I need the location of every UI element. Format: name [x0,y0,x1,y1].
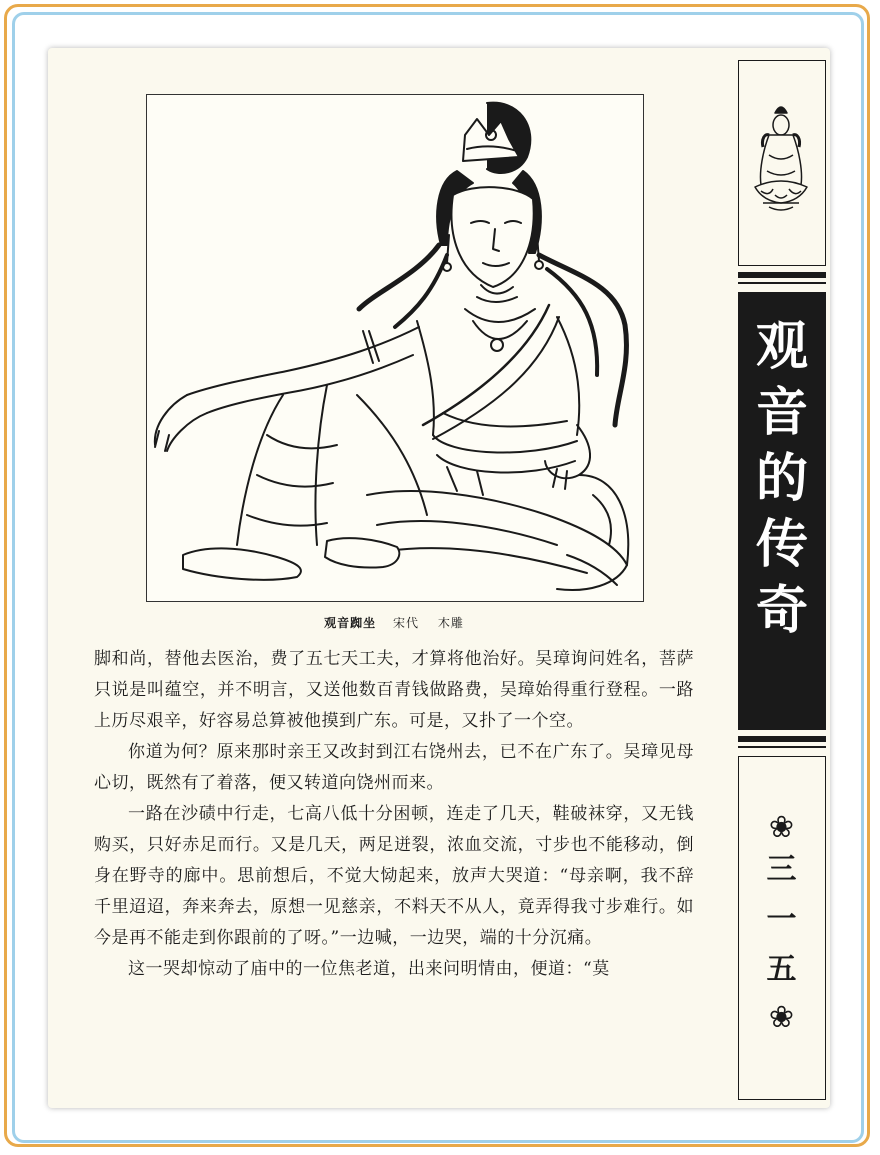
guanyin-illustration [146,94,644,602]
flower-ornament-icon: ❀ [768,1000,795,1035]
page-number [739,845,824,995]
divider-rule-top [738,272,826,278]
paragraph-3: 一路在沙碛中行走，七高八低十分困顿，连走了几天，鞋破袜穿，又无钱购买，只好赤足而行。又是几天，两足迸裂，浓血交流，寸步也不能移动，倒身在野寺的廊中。思前想后，不觉大恸起来，放声大哭道：“母亲啊，我不辞千里迢迢，奔来奔去，原想一见慈亲，不料天不从人，竟弄得我寸步难行。如今是再不能走到你跟前的了呀。”一边喊，一边哭，端的十分沉痛。 [94,804,694,948]
page-number-char: 三 [766,852,797,887]
title-char: 音 [755,382,808,443]
page-number-char: 五 [766,952,797,987]
guanyin-line-drawing [147,95,643,601]
paragraph-4: 这一哭却惊动了庙中的一位焦老道，出来问明情由，便道：“莫 [128,959,610,979]
sidebar-page-number-box [738,756,826,1100]
paragraph-1: 脚和尚，替他去医治，费了五七天工夫，才算将他治好。吴璋询问姓名，菩萨只说是叫蕴空，并不明言，又送他数百青钱做路费，吴璋始得重行登程。一路上历尽艰辛，好容易总算被他摸到广东。可是，又扑了一个空。 [94,649,694,731]
page-number-char: 一 [766,902,797,937]
seated-guanyin-icon [739,61,824,264]
figure-caption [146,614,642,631]
title-char: 观 [755,316,808,377]
divider-rule-bottom-thin [738,746,826,748]
title-char: 传 [755,514,808,575]
book-page [48,48,830,1108]
caption-title: 观音踟坐 [324,616,377,630]
divider-rule-top-thin [738,282,826,284]
flower-ornament-icon: ❀ [768,810,795,845]
caption-era: 宋代 [392,616,419,630]
sidebar-title-block [738,292,826,730]
title-char: 奇 [755,580,808,641]
sidebar-thumbnail-box [738,60,826,266]
title-char: 的 [755,448,808,509]
body-text [94,644,694,985]
divider-rule-bottom [738,736,826,742]
caption-medium: 木雕 [437,616,464,630]
paragraph-2: 你道为何？原来那时亲王又改封到江右饶州去，已不在广东了。吴璋见母心切，既然有了着落，便又转道向饶州而来。 [94,742,694,793]
